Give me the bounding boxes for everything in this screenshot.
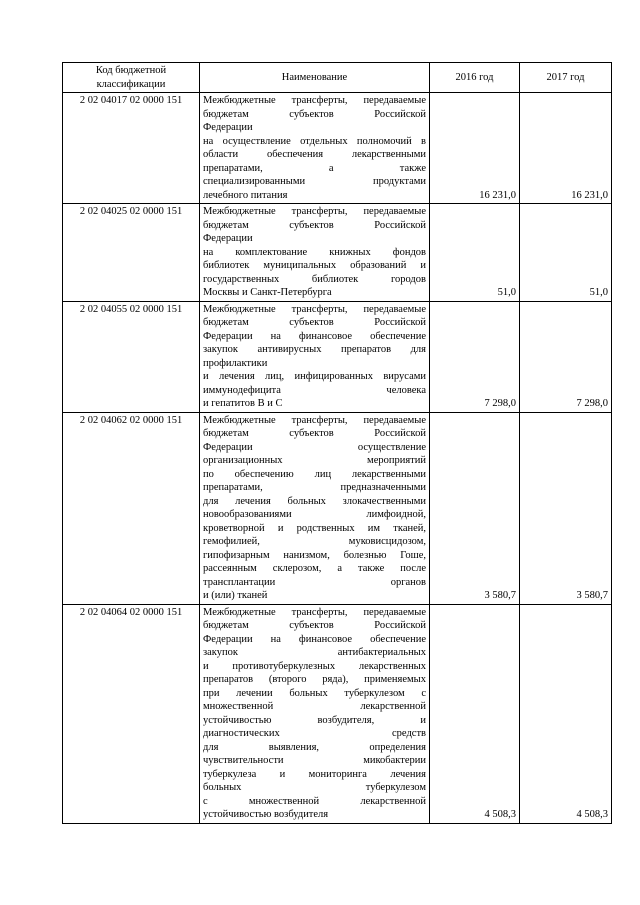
name-line: бюджетам субъектов Российской <box>203 108 426 120</box>
name-line: больных туберкулезом <box>203 782 426 793</box>
name-line: Федерации на финансовое обеспечение <box>203 633 426 645</box>
cell-2017: 7 298,0 <box>520 301 612 412</box>
cell-2017: 3 580,7 <box>520 412 612 604</box>
name-line: организационных мероприятий <box>203 455 426 466</box>
name-line: Федерации осуществление <box>203 441 426 453</box>
name-line: Москвы и Санкт-Петербурга <box>203 287 332 298</box>
name-line: новообразованиями лимфоидной, <box>203 509 426 520</box>
name-line: Федерации <box>203 233 253 244</box>
name-line: устойчивостью возбудителя <box>203 809 329 820</box>
name-line: препаратами, а также <box>203 162 426 174</box>
name-line: при лечении больных туберкулезом с <box>203 687 426 699</box>
name-line: специализированными продуктами <box>203 176 426 187</box>
name-line: закупок антивирусных препаратов для <box>203 344 426 355</box>
header-code: Код бюджетной классификации <box>63 63 200 93</box>
table-row <box>63 204 612 302</box>
name-line: рассеянным склерозом, а также после <box>203 563 426 574</box>
name-line: Межбюджетные трансферты, передаваемые <box>203 303 426 315</box>
name-line: Межбюджетные трансферты, передаваемые <box>203 606 426 618</box>
name-line: гемофилией, муковисцидозом, <box>203 536 426 547</box>
name-line: бюджетам субъектов Российской <box>203 620 426 631</box>
name-line: и гепатитов B и C <box>203 398 283 409</box>
name-line: и лечения лиц, инфицированных вирусами <box>203 371 426 382</box>
cell-2016: 3 580,7 <box>430 412 520 604</box>
name-line: бюджетам субъектов Российской <box>203 317 426 328</box>
name-line: государственных библиотек городов <box>203 273 426 285</box>
name-line: бюджетам субъектов Российской <box>203 219 426 231</box>
name-line: препаратами, предназначенными <box>203 482 426 493</box>
table-row <box>63 412 612 604</box>
cell-name <box>200 412 430 604</box>
name-line: иммунодефицита человека <box>203 384 426 396</box>
name-line: по обеспечению лиц лекарственными <box>203 468 426 480</box>
name-line: с множественной лекарственной <box>203 795 426 807</box>
cell-2017: 51,0 <box>520 204 612 302</box>
name-line: на осуществление отдельных полномочий в <box>203 135 426 147</box>
header-row <box>63 63 612 93</box>
cell-2017: 4 508,3 <box>520 604 612 823</box>
name-line: библиотек муниципальных образований и <box>203 260 426 271</box>
table-row <box>63 301 612 412</box>
header-2017: 2017 год <box>520 63 612 93</box>
name-line: туберкулеза и мониторинга лечения <box>203 768 426 780</box>
name-line: диагностических средств <box>203 728 426 739</box>
name-line: закупок антибактериальных <box>203 647 426 658</box>
name-line: профилактики <box>203 357 268 369</box>
name-line: на комплектование книжных фондов <box>203 246 426 258</box>
header-name: Наименование <box>200 63 430 93</box>
cell-2016: 51,0 <box>430 204 520 302</box>
name-line: бюджетам субъектов Российской <box>203 428 426 439</box>
name-line: множественной лекарственной <box>203 701 426 712</box>
cell-name <box>200 301 430 412</box>
cell-code: 2 02 04062 02 0000 151 <box>63 412 200 604</box>
name-line: Межбюджетные трансферты, передаваемые <box>203 206 426 217</box>
cell-code: 2 02 04064 02 0000 151 <box>63 604 200 823</box>
cell-2016: 7 298,0 <box>430 301 520 412</box>
name-line: области обеспечения лекарственными <box>203 149 426 160</box>
name-line: препаратов (второго ряда), применяемых <box>203 674 426 685</box>
name-line: чувствительности микобактерии <box>203 755 426 766</box>
cell-2016: 16 231,0 <box>430 93 520 204</box>
cell-name <box>200 204 430 302</box>
cell-name <box>200 604 430 823</box>
name-line: кроветворной и родственных им тканей, <box>203 522 426 534</box>
name-line: Федерации на финансовое обеспечение <box>203 330 426 342</box>
name-line: и противотуберкулезных лекарственных <box>203 660 426 672</box>
cell-code: 2 02 04017 02 0000 151 <box>63 93 200 204</box>
name-line: лечебного питания <box>203 189 288 201</box>
table-body <box>63 93 612 824</box>
budget-table <box>62 62 612 824</box>
cell-2017: 16 231,0 <box>520 93 612 204</box>
name-line: и (или) тканей <box>203 590 268 601</box>
cell-code: 2 02 04025 02 0000 151 <box>63 204 200 302</box>
table-row <box>63 93 612 204</box>
cell-2016: 4 508,3 <box>430 604 520 823</box>
name-line: гипофизарным нанизмом, болезнью Гоше, <box>203 549 426 561</box>
name-line: Межбюджетные трансферты, передаваемые <box>203 414 426 426</box>
header-2016: 2016 год <box>430 63 520 93</box>
table-row <box>63 604 612 823</box>
cell-code: 2 02 04055 02 0000 151 <box>63 301 200 412</box>
cell-name <box>200 93 430 204</box>
name-line: трансплантации органов <box>203 576 426 588</box>
name-line: для лечения больных злокачественными <box>203 495 426 507</box>
name-line: устойчивостью возбудителя, и <box>203 714 426 726</box>
name-line: для выявления, определения <box>203 741 426 753</box>
name-line: Федерации <box>203 122 253 133</box>
name-line: Межбюджетные трансферты, передаваемые <box>203 95 426 106</box>
